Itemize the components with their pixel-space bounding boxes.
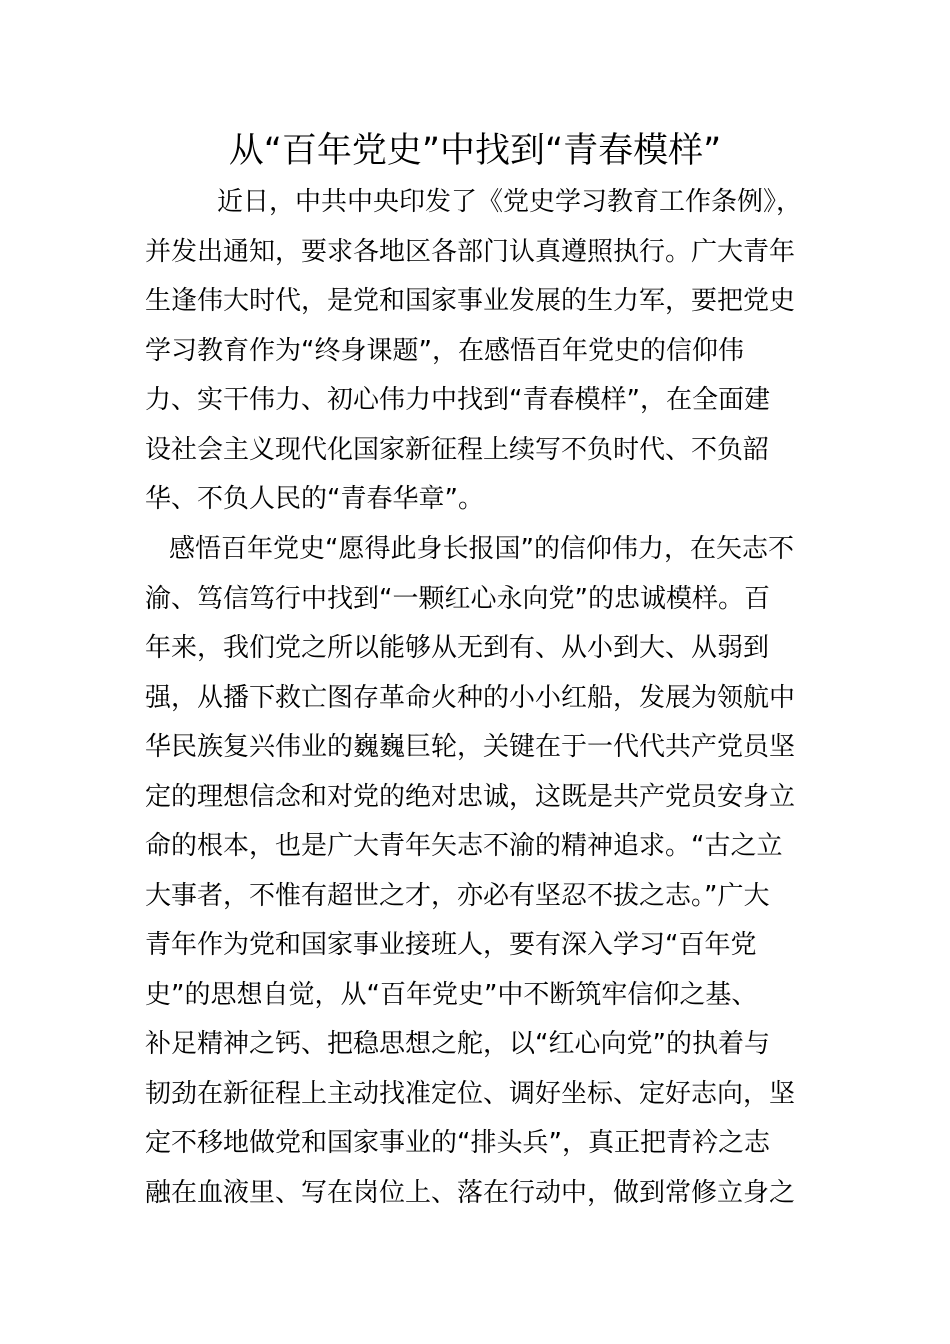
text-line: 学习教育作为“终身课题”，在感悟百年党史的信仰伟 bbox=[145, 335, 744, 366]
text-line: 强，从播下救亡图存革命火种的小小红船，发展为领航中 bbox=[145, 682, 796, 713]
text-line: 并发出通知，要求各地区各部门认真遵照执行。广大青年 bbox=[145, 236, 796, 267]
text-line: 定不移地做党和国家事业的“排头兵”，真正把青衿之志 bbox=[145, 1128, 770, 1158]
text-line: 渝、笃信笃行中找到“一颗红心永向党”的忠诚模样。百 bbox=[145, 583, 770, 614]
document-title: 从“百年党史”中找到“青春模样” bbox=[228, 131, 722, 171]
text-line: 生逢伟大时代，是党和国家事业发展的生力军，要把党史 bbox=[145, 286, 796, 316]
text-line: 史”的思想自觉，从“百年党史”中不断筑牢信仰之基、 bbox=[145, 979, 758, 1010]
text-line: 定的理想信念和对党的绝对忠诚，这既是共产党员安身立 bbox=[145, 781, 796, 812]
text-line: 融在血液里、写在岗位上、落在行动中，做到常修立身之 bbox=[145, 1177, 796, 1208]
text-line: 感悟百年党史“愿得此身长报国”的信仰伟力，在矢志不 bbox=[169, 534, 794, 564]
paragraph-1 bbox=[145, 178, 810, 525]
text-line: 力、实干伟力、初心伟力中找到“青春模样”，在全面建 bbox=[145, 385, 770, 415]
text-line: 华民族复兴伟业的巍巍巨轮，关键在于一代代共产党员坚 bbox=[145, 732, 796, 762]
text-line: 命的根本，也是广大青年矢志不渝的精神追求。“古之立 bbox=[145, 831, 783, 861]
text-line: 年来，我们党之所以能够从无到有、从小到大、从弱到 bbox=[145, 633, 770, 663]
text-line: 近日，中共中央印发了《党史学习教育工作条例》， bbox=[217, 187, 803, 217]
text-line: 大事者，不惟有超世之才，亦必有坚忍不拔之志。”广大 bbox=[145, 880, 770, 911]
paragraph-2 bbox=[145, 525, 810, 1218]
text-line: 设社会主义现代化国家新征程上续写不负时代、不负韶 bbox=[145, 434, 770, 465]
text-line: 华、不负人民的“青春华章”。 bbox=[145, 484, 484, 514]
text-line: 补足精神之钙、把稳思想之舵，以“红心向党”的执着与 bbox=[145, 1029, 770, 1059]
text-line: 韧劲在新征程上主动找准定位、调好坐标、定好志向，坚 bbox=[145, 1078, 796, 1109]
text-line: 青年作为党和国家事业接班人，要有深入学习“百年党 bbox=[145, 930, 757, 960]
